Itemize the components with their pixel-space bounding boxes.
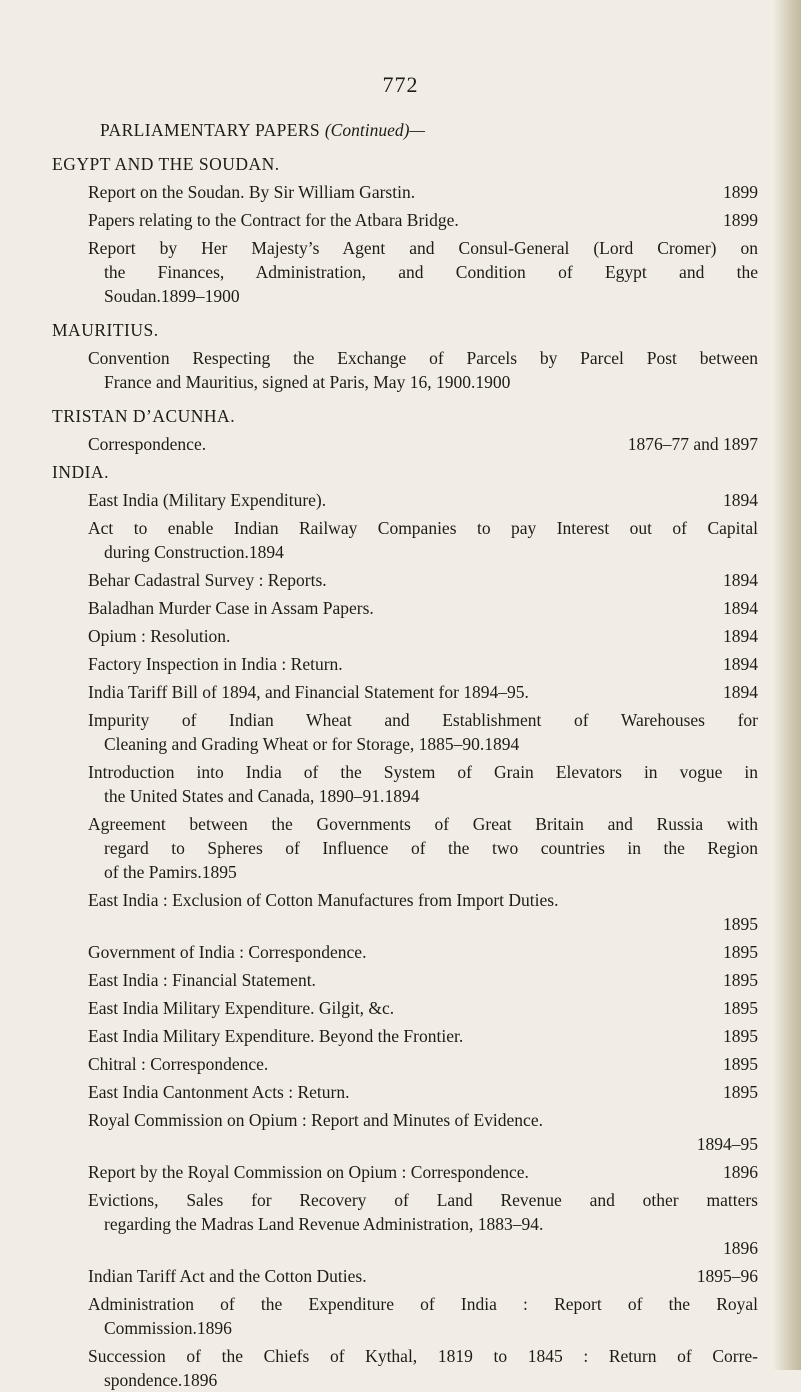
entry-title: Evictions, Sales for Recovery of Land Revenue and other matters bbox=[88, 1190, 758, 1210]
section-heading: MAURITIUS. bbox=[52, 320, 159, 340]
list-item bbox=[88, 940, 758, 964]
list-item bbox=[88, 236, 758, 308]
entry-title: East India Cantonment Acts : Return. bbox=[88, 1082, 350, 1102]
entry-title: Opium : Resolution. bbox=[88, 626, 231, 646]
entry-title: Papers relating to the Contract for the Atbara Bridge. bbox=[88, 210, 459, 230]
section-tristan bbox=[52, 404, 758, 456]
entry-title: Factory Inspection in India : Return. bbox=[88, 654, 343, 674]
entry-year: 1894 bbox=[723, 682, 758, 702]
entry-title: Indian Tariff Act and the Cotton Duties. bbox=[88, 1266, 367, 1286]
document-body bbox=[52, 118, 758, 1392]
entry-year: 1899–1900 bbox=[160, 286, 240, 306]
running-head-title: PARLIAMENTARY PAPERS bbox=[100, 120, 321, 140]
entry-year: 1895 bbox=[723, 1082, 758, 1102]
entry-title: Impurity of Indian Wheat and Establishment of Warehouses for bbox=[88, 710, 758, 730]
list-item bbox=[88, 996, 758, 1020]
list-item bbox=[88, 1080, 758, 1104]
list-item bbox=[88, 1344, 758, 1392]
entry-year: 1895 bbox=[723, 1054, 758, 1074]
entry-title: East India Military Expenditure. Gilgit, &c. bbox=[88, 998, 395, 1018]
list-item bbox=[88, 888, 758, 936]
list-item bbox=[88, 624, 758, 648]
list-item bbox=[88, 596, 758, 620]
section-india bbox=[52, 460, 758, 1392]
entry-year: 1876–77 and 1897 bbox=[627, 434, 758, 454]
entry-year: 1900 bbox=[475, 372, 511, 392]
list-item bbox=[88, 568, 758, 592]
entry-year: 1895 bbox=[723, 970, 758, 990]
entry-title-cont: Soudan. bbox=[104, 286, 161, 306]
entry-year: 1894–95 bbox=[696, 1134, 758, 1154]
entry-year: 1895 bbox=[723, 914, 758, 934]
section-heading: TRISTAN D’ACUNHA. bbox=[52, 406, 236, 426]
entry-year: 1894 bbox=[723, 654, 758, 674]
entry-title-cont: of the Pamirs. bbox=[104, 862, 202, 882]
entry-title: East India : Financial Statement. bbox=[88, 970, 316, 990]
entry-title-cont: the United States and Canada, 1890–91. bbox=[104, 786, 385, 806]
list-item bbox=[88, 812, 758, 884]
list-item bbox=[88, 652, 758, 676]
section-egypt bbox=[52, 152, 758, 308]
entry-year: 1894 bbox=[723, 570, 758, 590]
entry-year: 1895 bbox=[723, 1026, 758, 1046]
list-item bbox=[88, 346, 758, 394]
entry-title: Government of India : Correspondence. bbox=[88, 942, 367, 962]
list-item bbox=[88, 1292, 758, 1340]
entry-year: 1895–96 bbox=[696, 1266, 758, 1286]
entry-title-cont: regard to Spheres of Influence of the two countries in the Region bbox=[104, 838, 758, 858]
list-item bbox=[88, 680, 758, 704]
entry-title: East India : Exclusion of Cotton Manufactures from Import Duties. bbox=[88, 890, 559, 910]
list-item bbox=[88, 1108, 758, 1156]
entry-title: East India Military Expenditure. Beyond the Frontier. bbox=[88, 1026, 464, 1046]
running-head bbox=[100, 118, 758, 142]
list-item bbox=[88, 968, 758, 992]
entry-year: 1896 bbox=[723, 1162, 758, 1182]
entry-year: 1899 bbox=[723, 182, 758, 202]
entry-year: 1894 bbox=[484, 734, 520, 754]
list-item bbox=[88, 1264, 758, 1288]
entry-title: Report by Her Majesty’s Agent and Consul-General (Lord Cromer) on bbox=[88, 238, 758, 258]
section-mauritius bbox=[52, 318, 758, 394]
running-head-continued: (Continued)— bbox=[324, 120, 425, 140]
entry-title: Behar Cadastral Survey : Reports. bbox=[88, 570, 327, 590]
page-edge-shadow bbox=[773, 0, 801, 1370]
entry-title: Report by the Royal Commission on Opium : Correspondence. bbox=[88, 1162, 529, 1182]
list-item bbox=[88, 180, 758, 204]
entry-year: 1894 bbox=[723, 598, 758, 618]
entry-title: East India (Military Expenditure). bbox=[88, 490, 327, 510]
section-heading: EGYPT AND THE SOUDAN. bbox=[52, 154, 280, 174]
entry-title: Baladhan Murder Case in Assam Papers. bbox=[88, 598, 374, 618]
entry-title-cont: Commission. bbox=[104, 1318, 197, 1338]
entry-title: Correspondence. bbox=[88, 434, 207, 454]
list-item bbox=[88, 1160, 758, 1184]
entry-title: Chitral : Correspondence. bbox=[88, 1054, 269, 1074]
entry-title: Succession of the Chiefs of Kythal, 1819 to 1845 : Return of Corre- bbox=[88, 1346, 758, 1366]
list-item bbox=[88, 1024, 758, 1048]
entry-title-cont: spondence. bbox=[104, 1370, 183, 1390]
list-item bbox=[88, 1188, 758, 1260]
page-number: 772 bbox=[382, 72, 419, 97]
entry-year: 1895 bbox=[201, 862, 237, 882]
list-item bbox=[88, 708, 758, 756]
entry-title: Royal Commission on Opium : Report and Minutes of Evidence. bbox=[88, 1110, 543, 1130]
list-item bbox=[88, 516, 758, 564]
entry-year: 1896 bbox=[723, 1238, 758, 1258]
entry-title: India Tariff Bill of 1894, and Financial Statement for 1894–95. bbox=[88, 682, 529, 702]
entry-year: 1896 bbox=[196, 1318, 232, 1338]
list-item bbox=[88, 1052, 758, 1076]
list-item bbox=[88, 760, 758, 808]
entry-title-cont: regarding the Madras Land Revenue Administration, 1883–94. bbox=[104, 1214, 544, 1234]
entry-year: 1894 bbox=[248, 542, 284, 562]
entry-title: Introduction into India of the System of Grain Elevators in vogue in bbox=[88, 762, 758, 782]
entry-title: Convention Respecting the Exchange of Parcels by Parcel Post between bbox=[88, 348, 758, 368]
entry-title: Report on the Soudan. By Sir William Garstin. bbox=[88, 182, 416, 202]
list-item bbox=[88, 488, 758, 512]
entry-year: 1899 bbox=[723, 210, 758, 230]
entry-year: 1894 bbox=[384, 786, 420, 806]
entry-title: Act to enable Indian Railway Companies to pay Interest out of Capital bbox=[88, 518, 758, 538]
entry-title-cont: France and Mauritius, signed at Paris, May 16, 1900. bbox=[104, 372, 476, 392]
list-item bbox=[88, 208, 758, 232]
entry-title: Administration of the Expenditure of India : Report of the Royal bbox=[88, 1294, 758, 1314]
entry-title-cont: Cleaning and Grading Wheat or for Storage, 1885–90. bbox=[104, 734, 485, 754]
entry-year: 1895 bbox=[723, 942, 758, 962]
entry-year: 1896 bbox=[182, 1370, 218, 1390]
entry-year: 1894 bbox=[723, 626, 758, 646]
section-heading: INDIA. bbox=[52, 462, 109, 482]
list-item bbox=[88, 432, 758, 456]
entry-year: 1894 bbox=[723, 490, 758, 510]
entry-year: 1895 bbox=[723, 998, 758, 1018]
entry-title: Agreement between the Governments of Great Britain and Russia with bbox=[88, 814, 758, 834]
entry-title-cont: the Finances, Administration, and Condition of Egypt and the bbox=[104, 262, 758, 282]
entry-title-cont: during Construction. bbox=[104, 542, 249, 562]
